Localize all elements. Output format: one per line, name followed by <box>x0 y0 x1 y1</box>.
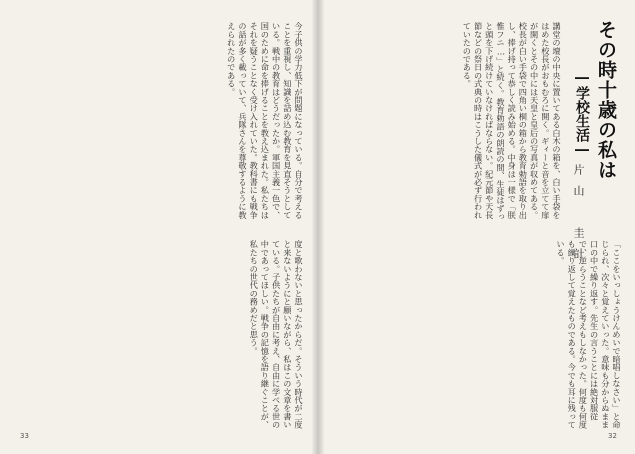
left-top-text: 今子供の学力低下が問題になっている。自分で考えることを重視し、知識を詰め込む教育を見直そうとしている。戦中の教育はどうだったか。軍国主義一色で、国のために命を捧げることを教え込まれた。私たちはそれを疑うことなく受け入れていた。教科書にも戦争の話が多く載っていて、兵隊さんを尊敬するように教えられたのである。 <box>226 22 304 219</box>
right-bottom-text: 「ここをいっしょうけんめいで暗唱しなさい」と命じられ、次々と覚えていった。意味も分からぬまま口の中で繰り返す。先生の言うことには絶対服従で、逆らうことなど考えもしなかった。何度も何度も繰り返して覚えたものである。今でも耳に残っている。 <box>555 240 622 429</box>
left-page <box>0 0 317 454</box>
right-top-text: 講堂の壇の中央に置いてある白木の箱を、白い手袋をはめた校長がおもむろに開く。ギィーと音を立てて扉が開くとその中には天皇と皇后の写真が収めてある。校長が白い手袋で四角い桐の箱から教育勅語を取り出し、捧げ持って恭しく読み始める。中身は一様で「朕惟フニ…」と続く。教育勅語の朗読の間、生徒はずっと頭を下げ続けていなければならない。紀元節や天長節などの祭日の式典の時はこうした儀式が必ず行われていたのである。 <box>462 22 562 221</box>
left-bottom-text: 度と歌わないと思ったからだ。そういう時代が二度と来ないようにと願いながら、私はこの文章を書いている。子供たちが自由に考え、自由に学べる世の中であってほしい。戦争の記憶を語り継ぐことが、私たちの世代の務めだと思う。 <box>249 240 304 429</box>
author-name: 片山 圭計 <box>572 164 585 269</box>
article-title: その時十歳の私は <box>595 20 617 180</box>
article-subtitle: ―学校生活― <box>574 70 590 158</box>
page-number-left: 33 <box>20 432 29 440</box>
page-number-right: 32 <box>608 432 617 440</box>
right-page <box>318 0 635 454</box>
